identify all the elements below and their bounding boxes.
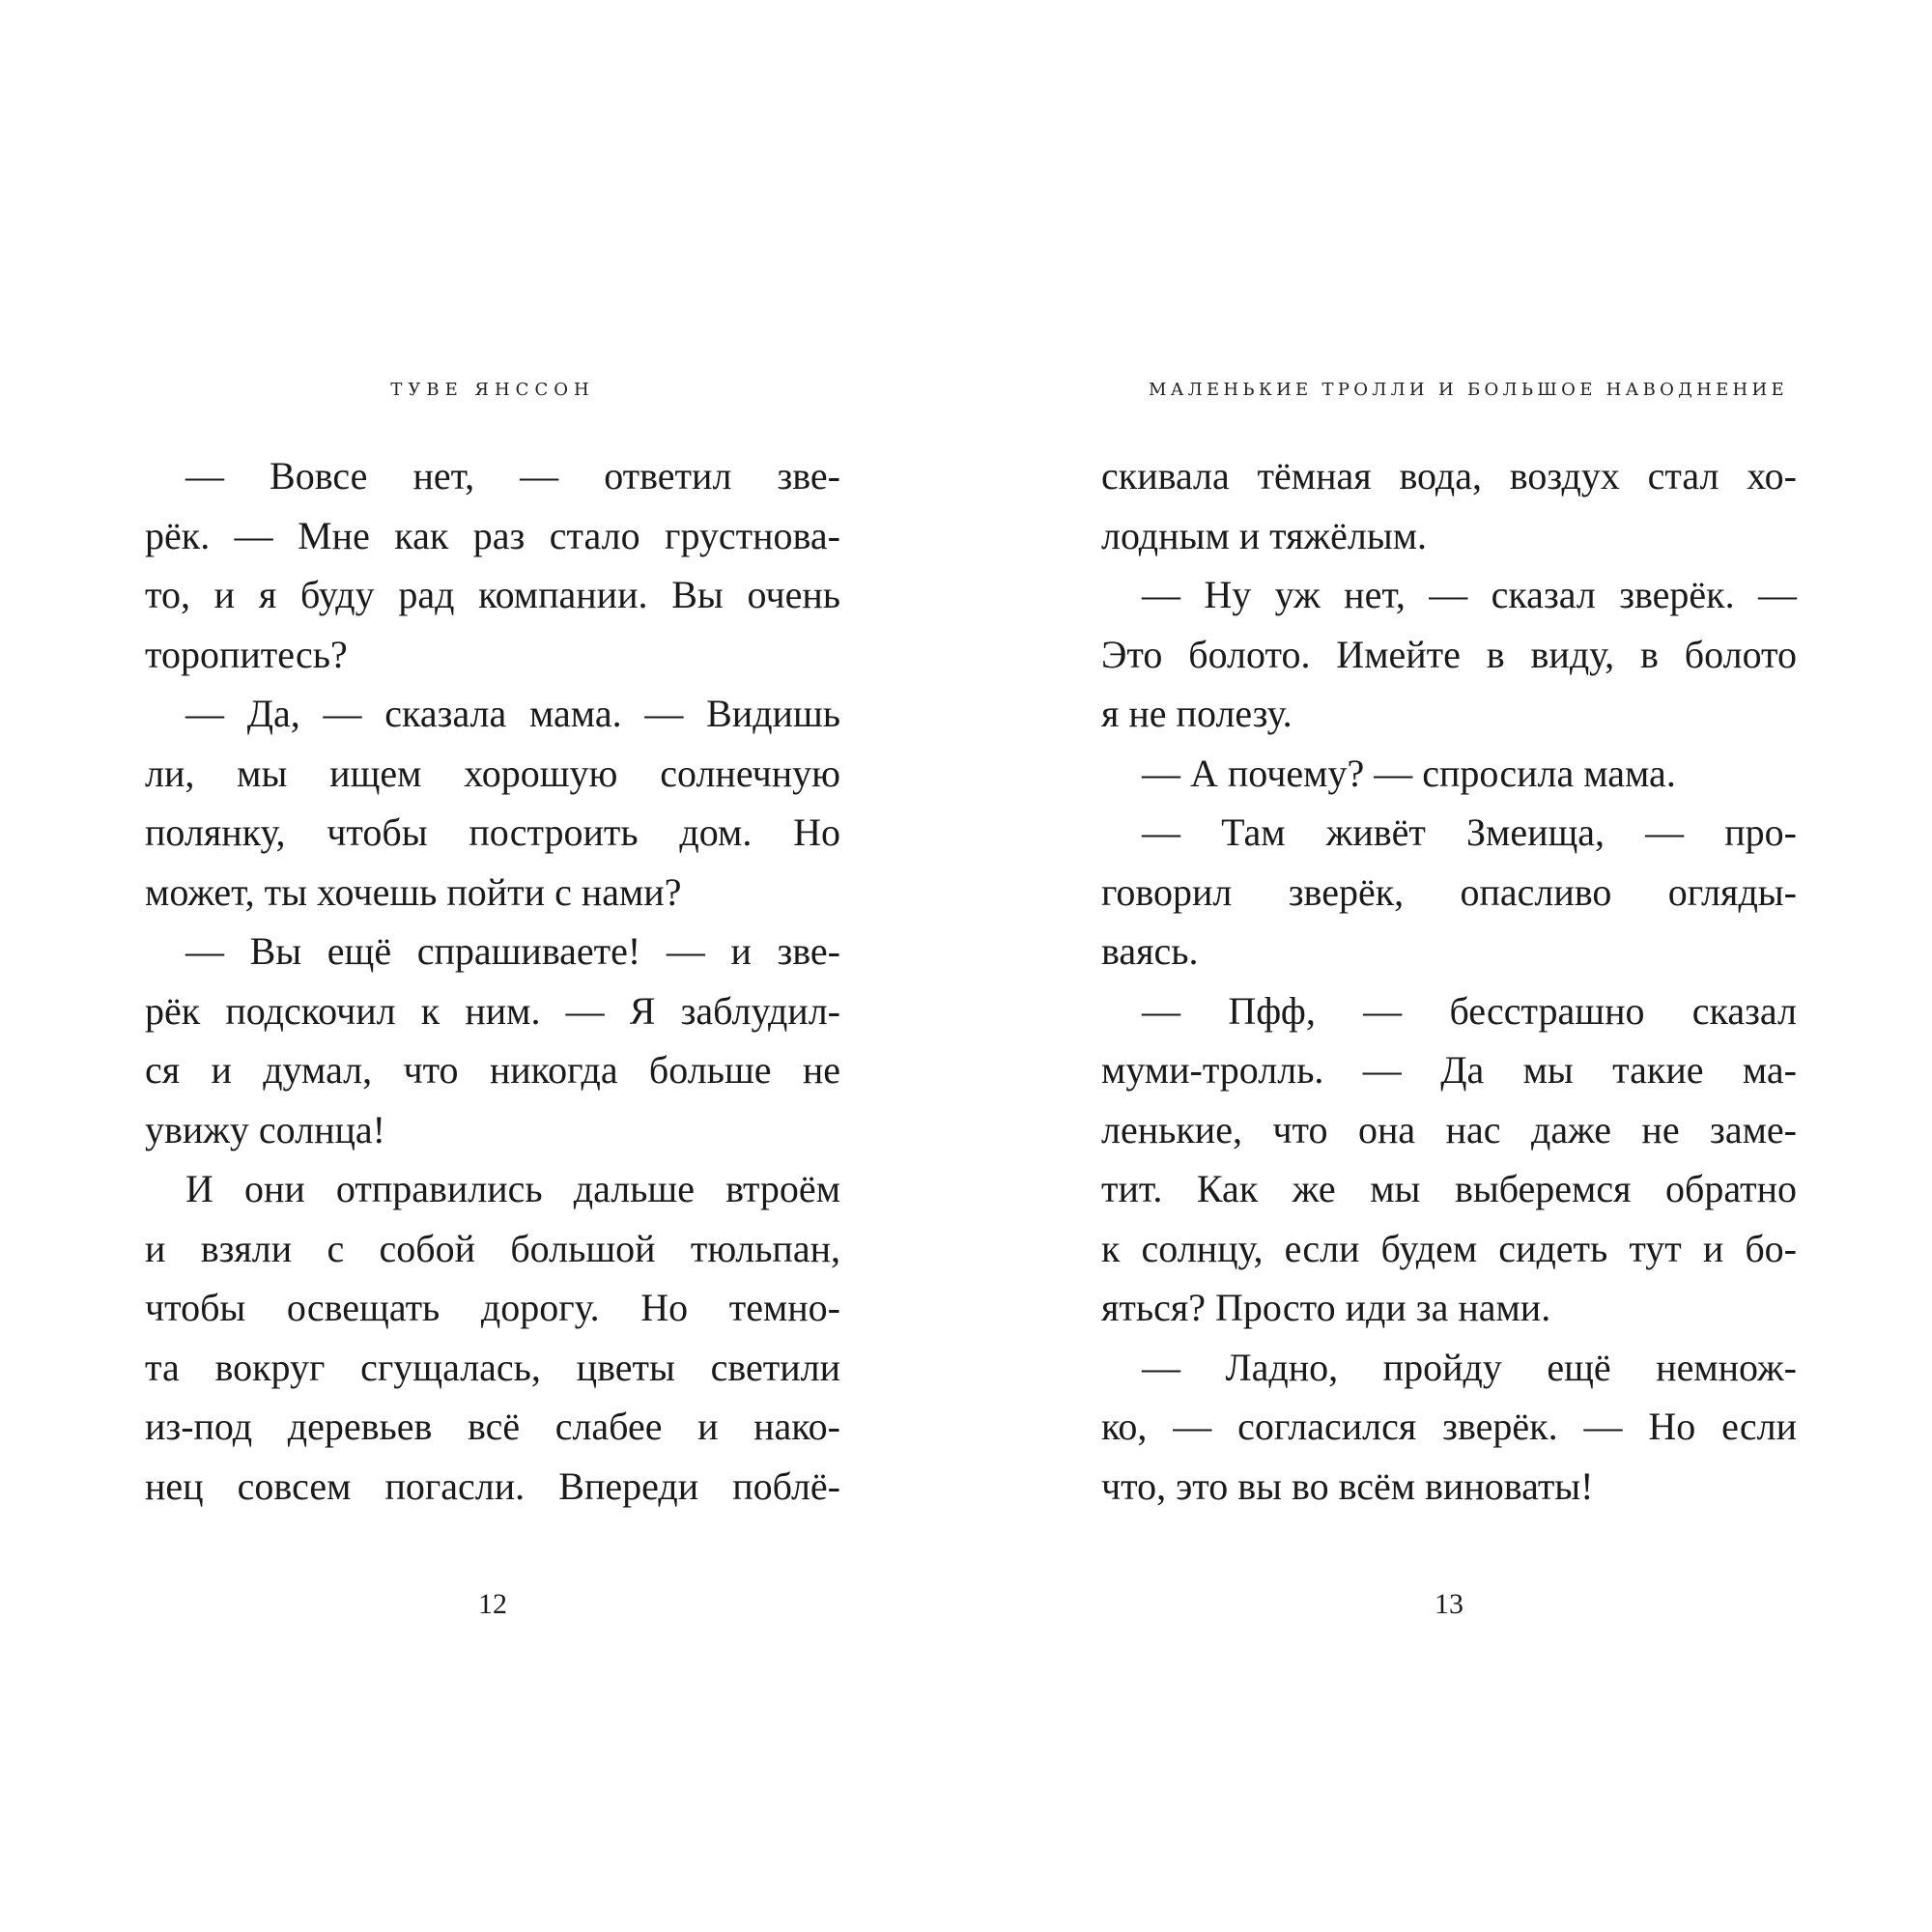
text-line: чтобы освещать дорогу. Но темно- xyxy=(145,1286,840,1329)
text-line: — А почему? — спросила мама. xyxy=(1142,751,1676,795)
right-body-text xyxy=(1101,446,1797,1516)
text-line: рёк. — Мне как раз стало грустнова- xyxy=(145,513,840,557)
text-line: лодным и тяжёлым. xyxy=(1101,513,1428,557)
text-line: и взяли с собой большой тюльпан, xyxy=(145,1226,840,1270)
text-line: рёк подскочил к ним. — Я заблудил- xyxy=(145,988,840,1033)
running-head-title: МАЛЕНЬКИЕ ТРОЛЛИ И БОЛЬШОЕ НАВОДНЕНИЕ xyxy=(1148,380,1788,400)
page-number-left: 12 xyxy=(478,1588,507,1620)
left-body-text xyxy=(145,446,840,1516)
text-line: полянку, чтобы построить дом. Но xyxy=(145,810,840,854)
text-line: из-под деревьев всё слабее и нако- xyxy=(145,1405,840,1448)
text-line: то, и я буду рад компании. Вы очень xyxy=(145,573,840,616)
text-line: ваясь. xyxy=(1101,929,1199,973)
text-line: — Ладно, пройду ещё немнож- xyxy=(1142,1345,1797,1389)
text-line: увижу солнца! xyxy=(145,1107,386,1151)
text-line: говорил зверёк, опасливо огляды- xyxy=(1101,869,1797,914)
text-line: может, ты хочешь пойти с нами? xyxy=(145,869,682,914)
text-line: — Ну уж нет, — сказал зверёк. — xyxy=(1142,573,1797,616)
text-line: скивала тёмная вода, воздух стал хо- xyxy=(1101,454,1797,497)
text-line: И они отправились дальше втроём xyxy=(185,1167,840,1210)
text-line: к солнцу, если будем сидеть тут и бо- xyxy=(1101,1226,1797,1270)
text-line: Это болото. Имейте в виду, в болото xyxy=(1101,632,1797,676)
text-line: что, это вы во всём виноваты! xyxy=(1101,1463,1594,1508)
text-line: тит. Как же мы выберемся обратно xyxy=(1101,1167,1797,1210)
text-line: — Вовсе нет, — ответил зве- xyxy=(185,454,840,497)
page-number-right: 13 xyxy=(1435,1588,1463,1620)
text-line: нец совсем погасли. Впереди поблё- xyxy=(145,1463,840,1508)
text-line: яться? Просто иди за нами. xyxy=(1101,1286,1551,1329)
text-line: ленькие, что она нас даже не заме- xyxy=(1101,1107,1797,1151)
text-line: торопитесь? xyxy=(145,632,348,676)
right-page xyxy=(1101,0,1797,1932)
text-line: ко, — согласился зверёк. — Но если xyxy=(1101,1405,1797,1448)
running-head-author: ТУВЕ ЯНССОН xyxy=(390,380,595,400)
text-line: я не полезу. xyxy=(1101,692,1293,735)
text-line: — Там живёт Змеища, — про- xyxy=(1142,810,1797,854)
text-line: — Да, — сказала мама. — Видишь xyxy=(185,692,840,735)
text-line: — Пфф, — бесстрашно сказал xyxy=(1142,988,1797,1033)
text-line: ся и думал, что никогда больше не xyxy=(145,1048,840,1092)
left-page xyxy=(145,0,840,1932)
text-line: та вокруг сгущалась, цветы светили xyxy=(145,1345,840,1389)
text-line: ли, мы ищем хорошую солнечную xyxy=(145,751,840,795)
text-line: муми-тролль. — Да мы такие ма- xyxy=(1101,1048,1797,1092)
text-line: — Вы ещё спрашиваете! — и зве- xyxy=(185,929,840,973)
